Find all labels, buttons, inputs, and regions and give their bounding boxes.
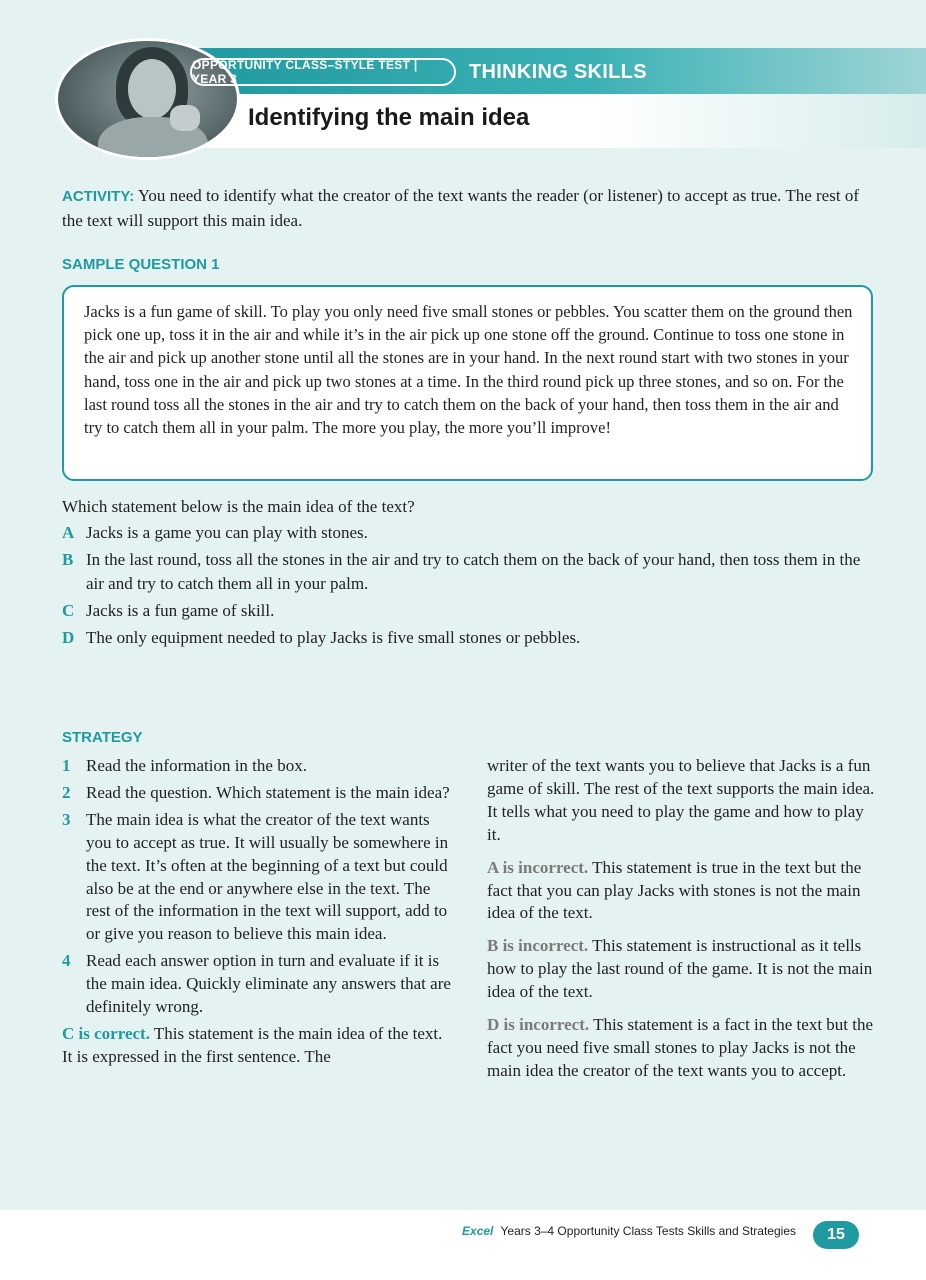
incorrect-text: This statement is a fact in the text but the fact you need five small stones to play Jacks is not the main idea the creator of the text wants you to accept. <box>487 1015 874 1080</box>
option-letter: D <box>62 628 75 647</box>
strategy-step <box>62 950 454 1019</box>
incorrect-text: This statement is instructional as it tells how to play the last round of the game. It is not the main idea of the text. <box>487 936 873 1002</box>
incorrect-explanation-d <box>487 1014 877 1083</box>
footer-text <box>462 1224 796 1238</box>
section-title: THINKING SKILLS <box>469 60 647 83</box>
step-number: 1 <box>62 756 71 775</box>
test-label-pill: OPPORTUNITY CLASS–STYLE TEST | YEAR 3 <box>190 58 456 86</box>
sample-question-label: SAMPLE QUESTION 1 <box>62 256 220 273</box>
correct-text-left: This statement is the main idea of the text. It is expressed in the first sentence. The <box>62 1023 443 1066</box>
step-text: Read the information in the box. <box>86 756 307 775</box>
passage-text: Jacks is a fun game of skill. To play you only need five small stones or pebbles. You scatter them on the ground then pick one up, toss it in the air and while it’s in the air pick up one stone off the ground. Continue to toss one stone in the air and pick up another stone until all the stones are in your hand. In the next round start with two stones in your hand, toss one in the air and pick up two stones at a time. In the third round pick up three stones, and so on. For the last round toss all the stones in the air and try to catch them on the back of your hand, then toss them in the air and try to catch them all in your palm. The more you play, the more you’ll improve! <box>84 302 853 438</box>
activity-paragraph <box>62 184 862 233</box>
question-text: Which statement below is the main idea of the text? <box>62 497 415 516</box>
option-letter: A <box>62 523 75 542</box>
passage-box <box>62 285 873 481</box>
step-text: Read the question. Which statement is the main idea? <box>86 782 450 802</box>
footer-book-title: Years 3–4 Opportunity Class Tests Skills and Strategies <box>500 1224 796 1238</box>
step-number: 4 <box>62 951 71 971</box>
step-number: 3 <box>62 809 71 829</box>
photo-hand <box>170 105 200 131</box>
incorrect-label: B is incorrect. <box>487 936 589 956</box>
option-text: In the last round, toss all the stones in the air and try to catch them on the back of your hand, then toss them in the air and try to catch them all in your palm. <box>86 550 861 593</box>
correct-explanation-start <box>62 1023 454 1069</box>
student-photo <box>55 38 240 160</box>
option-letter: C <box>62 601 75 620</box>
option-d <box>62 626 872 650</box>
step-text: Read each answer option in turn and evaluate if it is the main idea. Quickly eliminate any answers that are definitely wrong. <box>86 951 451 1017</box>
incorrect-text: This statement is true in the text but the fact that you can play Jacks with stones is not the main idea of the text. <box>487 857 862 923</box>
option-text: Jacks is a fun game of skill. <box>86 601 275 620</box>
footer-brand: Excel <box>462 1224 494 1238</box>
incorrect-label: A is incorrect. <box>487 857 589 877</box>
step-number: 2 <box>62 782 71 802</box>
photo-face <box>128 59 176 119</box>
option-text: The only equipment needed to play Jacks is five small stones or pebbles. <box>86 628 581 647</box>
strategy-step <box>62 809 454 946</box>
option-a <box>62 521 872 545</box>
page-title: Identifying the main idea <box>248 104 530 131</box>
incorrect-explanation-b <box>487 935 877 1004</box>
strategy-step <box>62 755 454 778</box>
strategy-right-column <box>487 755 877 1093</box>
option-c <box>62 599 872 623</box>
option-letter: B <box>62 550 74 569</box>
step-text: The main idea is what the creator of the text wants you to accept as true. It will usually be somewhere in the text. It’s often at the beginning of a text but could also be at the end or anywhere else in the text. The rest of the information in the text will support, add to or give you reason to believe this main idea. <box>86 809 449 944</box>
strategy-step <box>62 782 454 805</box>
strategy-label: STRATEGY <box>62 729 143 746</box>
incorrect-explanation-a <box>487 857 877 926</box>
footer <box>0 1210 926 1280</box>
incorrect-label: D is incorrect. <box>487 1015 590 1035</box>
activity-text: You need to identify what the creator of the text wants the reader (or listener) to accept as true. The rest of the text will support this main idea. <box>62 186 859 230</box>
option-b <box>62 548 872 596</box>
correct-explanation-continued: writer of the text wants you to believe that Jacks is a fun game of skill. The rest of the text supports the main idea. It tells what you need to play the game and how to play it. <box>487 756 875 844</box>
option-text: Jacks is a game you can play with stones. <box>86 523 368 542</box>
correct-label: C is correct. <box>62 1023 150 1043</box>
page-number: 15 <box>813 1221 859 1249</box>
strategy-left-column <box>62 755 454 1079</box>
activity-label: ACTIVITY: <box>62 188 135 205</box>
answer-options <box>62 521 872 653</box>
